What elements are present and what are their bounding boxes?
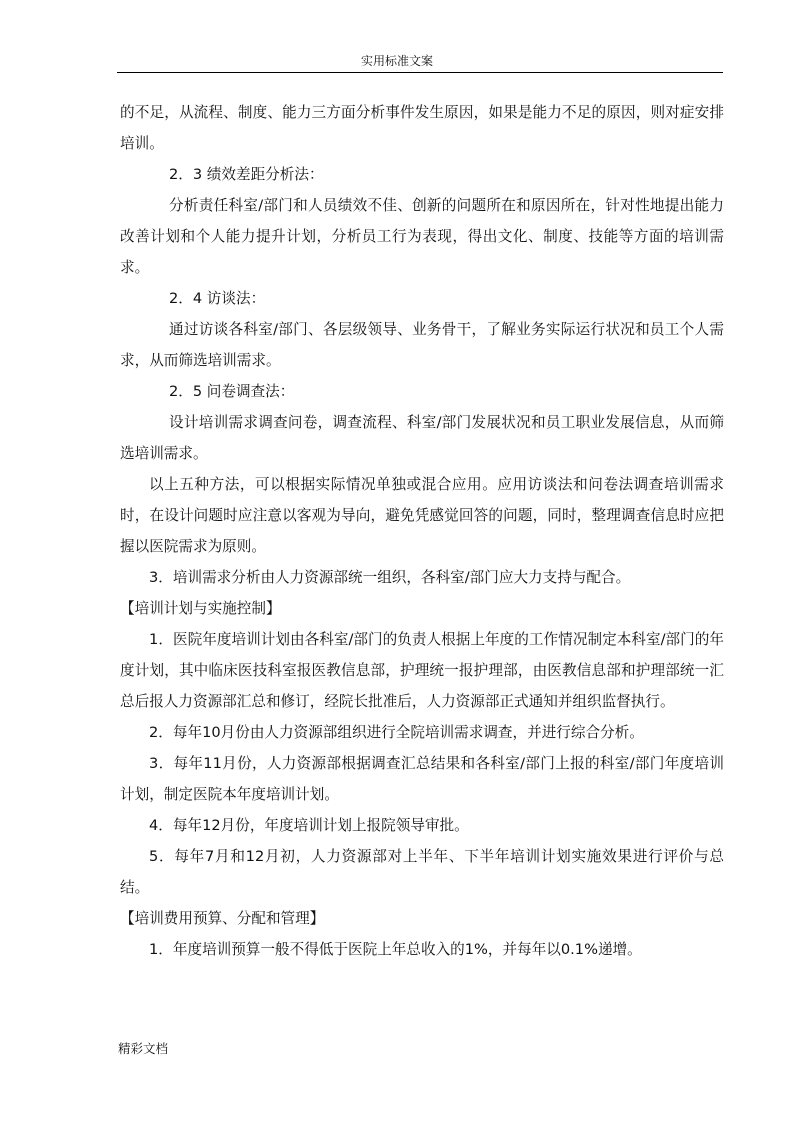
- section-heading-plan-control: 【培训计划与实施控制】: [120, 600, 281, 617]
- subheading-2-3: 2．3 绩效差距分析法：: [169, 166, 324, 183]
- page-footer-text: 精彩文档: [118, 1041, 169, 1056]
- paragraph-questionnaire: 设计培训需求调查问卷，调查流程、科室/部门发展状况和员工职业发展信息，从而筛选培训需求。: [120, 414, 724, 462]
- section-heading-budget: 【培训费用预算、分配和管理】: [120, 910, 325, 927]
- paragraph-plan-item-1: 1．医院年度培训计划由各科室/部门的负责人根据上年度的工作情况制定本科室/部门的年度计划，其中临床医技科室报医教信息部，护理统一报护理部，由医教信息部和护理部统一汇总后报人力资源部汇总和修订，经院长批准后，人力资源部正式通知并组织监督执行。: [120, 631, 724, 710]
- paragraph-plan-item-4: 4．每年12月份，年度培训计划上报院领导审批。: [149, 817, 469, 834]
- paragraph-plan-item-3: 3．每年11月份，人力资源部根据调查汇总结果和各科室/部门上报的科室/部门年度培训计划，制定医院本年度培训计划。: [120, 755, 724, 803]
- paragraph-plan-item-2: 2．每年10月份由人力资源部组织进行全院培训需求调查，并进行综合分析。: [149, 724, 644, 741]
- paragraph-item-3: 3．培训需求分析由人力资源部统一组织，各科室/部门应大力支持与配合。: [149, 569, 631, 586]
- paragraph-budget-item-1: 1．年度培训预算一般不得低于医院上年总收入的1%，并每年以0.1%递增。: [149, 941, 642, 958]
- paragraph-continuation: 的不足，从流程、制度、能力三方面分析事件发生原因，如果是能力不足的原因，则对症安排培训。: [120, 104, 724, 152]
- paragraph-plan-item-5: 5．每年7月和12月初，人力资源部对上半年、下半年培训计划实施效果进行评价与总结。: [120, 848, 724, 896]
- subheading-2-5: 2．5 问卷调查法：: [169, 383, 295, 400]
- page-header-title: 实用标准文案: [360, 54, 433, 68]
- document-body: [120, 97, 724, 965]
- subheading-2-4: 2．4 访谈法：: [169, 290, 266, 307]
- paragraph-performance-gap: 分析责任科室/部门和人员绩效不佳、创新的问题所在和原因所在，针对性地提出能力改善计划和个人能力提升计划，分析员工行为表现，得出文化、制度、技能等方面的培训需求。: [120, 197, 724, 276]
- paragraph-methods-summary: 以上五种方法，可以根据实际情况单独或混合应用。应用访谈法和问卷法调查培训需求时，在设计问题时应注意以客观为导向，避免凭感觉回答的问题，同时，整理调查信息时应把握以医院需求为原则。: [120, 476, 724, 555]
- paragraph-interview: 通过访谈各科室/部门、各层级领导、业务骨干，了解业务实际运行状况和员工个人需求，从而筛选培训需求。: [120, 321, 724, 369]
- header-divider: [117, 72, 723, 73]
